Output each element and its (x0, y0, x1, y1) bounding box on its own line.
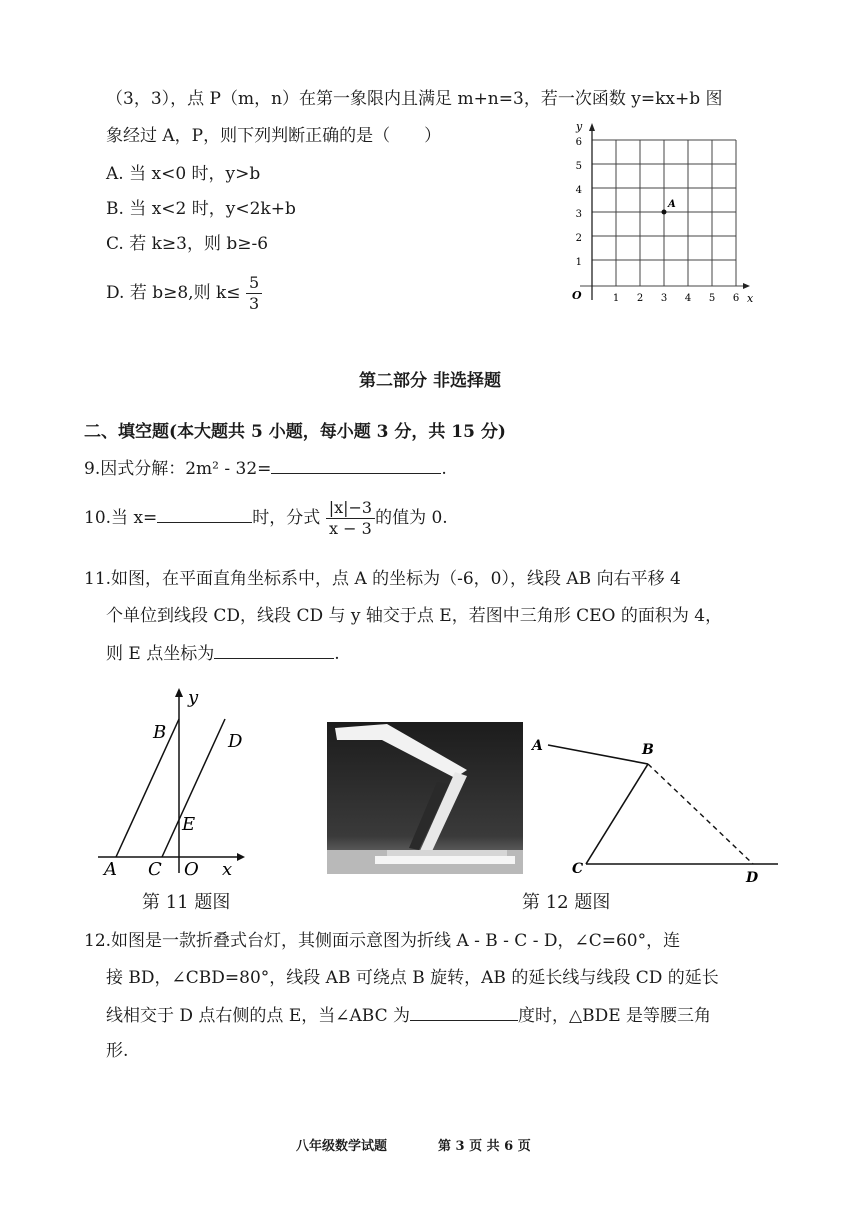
q8-option-b: B. 当 x<2 时，y<2k+b (106, 199, 296, 219)
q11-answer-blank (214, 640, 334, 659)
fig12-label-a: A (532, 738, 543, 754)
fraction-denominator: 3 (248, 294, 260, 313)
q8-line2: 象经过 A，P，则下列判断正确的是（ ） (106, 126, 442, 146)
y-tick-2: 2 (575, 233, 582, 244)
fig11-label-b: B (153, 722, 167, 743)
arrow-up-icon (589, 123, 595, 131)
fig12-dashed-bd (648, 764, 753, 864)
y-tick-6: 6 (575, 137, 582, 148)
fraction-denominator: x − 3 (328, 519, 372, 538)
grid-x-label: x (747, 292, 754, 305)
arrow-right-icon (743, 283, 750, 289)
fig11-segment-cd (162, 719, 225, 857)
q8-option-d-text: D. 若 b≥8,则 k≤ (106, 283, 241, 303)
q12-line1: 12.如图是一款折叠式台灯，其侧面示意图为折线 A - B - C - D，∠C=60°，连 (84, 931, 681, 951)
section-title: 第二部分 非选择题 (359, 371, 501, 391)
figure-11 (95, 683, 265, 883)
y-tick-5: 5 (575, 161, 582, 172)
q11-line3-text: 则 E 点坐标为 (106, 644, 215, 664)
fig12-label-c: C (572, 861, 584, 877)
grid-point-a-label: A (668, 199, 676, 210)
fig12-label-b: B (642, 742, 654, 758)
fig12-label-d: D (746, 870, 759, 885)
q8-option-d-fraction (246, 273, 262, 314)
grid-y-label: y (576, 120, 583, 133)
q12-line3 (106, 1002, 711, 1028)
x-tick-3: 3 (660, 293, 668, 304)
q9-end: . (441, 459, 447, 479)
fig12-segment-ab (548, 745, 648, 764)
q10-fraction (326, 498, 375, 539)
q8-line1: （3，3），点 P（m，n）在第一象限内且满足 m+n=3，若一次函数 y=kx+b 图 (106, 89, 723, 109)
q12-line3b: 度时，△BDE 是等腰三角 (518, 1006, 712, 1026)
q8-option-d (106, 273, 262, 314)
y-tick-4: 4 (575, 185, 582, 196)
q12-answer-blank (410, 1002, 518, 1021)
q11-line1: 11.如图，在平面直角坐标系中，点 A 的坐标为（-6，0），线段 AB 向右平移 4 (84, 569, 681, 589)
footer-title: 八年级数学试题 (296, 1139, 388, 1154)
fig11-label-e: E (182, 814, 196, 835)
q8-option-a: A. 当 x<0 时，y>b (106, 164, 261, 184)
fig11-caption: 第 11 题图 (142, 892, 231, 913)
fraction-numerator: 5 (246, 273, 262, 294)
arrow-up-icon (175, 688, 183, 697)
x-tick-5: 5 (708, 293, 716, 304)
q9-text: 9.因式分解：2m² - 32= (84, 459, 272, 479)
q10-end: 的值为 0. (375, 508, 448, 528)
x-tick-4: 4 (684, 293, 692, 304)
q10-middle: 时，分式 (252, 508, 321, 528)
figure-12 (528, 730, 782, 885)
q12-line2: 接 BD，∠CBD=80°，线段 AB 可绕点 B 旋转，AB 的延长线与线段 CD 的延长 (106, 968, 719, 988)
fig11-label-d: D (228, 731, 243, 752)
grid-point-a (662, 210, 667, 215)
q11-line2: 个单位到线段 CD，线段 CD 与 y 轴交于点 E，若图中三角形 CEO 的面积为 4， (106, 606, 723, 626)
x-tick-1: 1 (612, 293, 620, 304)
y-tick-3: 3 (575, 209, 582, 220)
q8-grid-figure (560, 115, 760, 315)
fig11-label-c: C (148, 859, 162, 880)
lamp-photo (327, 722, 523, 874)
q10 (84, 498, 448, 548)
q11-end: . (334, 644, 340, 664)
footer-page-number: 第 3 页 共 6 页 (438, 1139, 531, 1154)
fig11-label-x: x (222, 859, 233, 880)
arrow-right-icon (237, 853, 245, 861)
fig11-segment-ab (116, 719, 179, 857)
x-tick-2: 2 (636, 293, 644, 304)
q10-answer-blank (157, 504, 252, 523)
fraction-numerator: |x|−3 (326, 498, 375, 519)
q8-option-c: C. 若 k≥3，则 b≥-6 (106, 234, 269, 254)
fig11-label-o: O (184, 859, 199, 880)
fig12-segment-bc (586, 764, 648, 864)
fig11-label-y: y (188, 687, 199, 708)
fig12-caption: 第 12 题图 (522, 892, 611, 913)
x-tick-6: 6 (732, 293, 740, 304)
q12-line3a: 线相交于 D 点右侧的点 E，当∠ABC 为 (106, 1006, 410, 1026)
y-tick-1: 1 (575, 257, 582, 268)
q9-answer-blank (271, 455, 441, 474)
grid-origin-label: O (572, 289, 582, 302)
q9 (84, 455, 447, 481)
part2-heading: 二、填空题(本大题共 5 小题，每小题 3 分，共 15 分) (84, 422, 506, 442)
q12-line4: 形. (106, 1041, 129, 1061)
q11-line3 (106, 640, 340, 666)
q10-prefix: 10.当 x= (84, 508, 158, 528)
fig11-label-a: A (104, 859, 117, 880)
